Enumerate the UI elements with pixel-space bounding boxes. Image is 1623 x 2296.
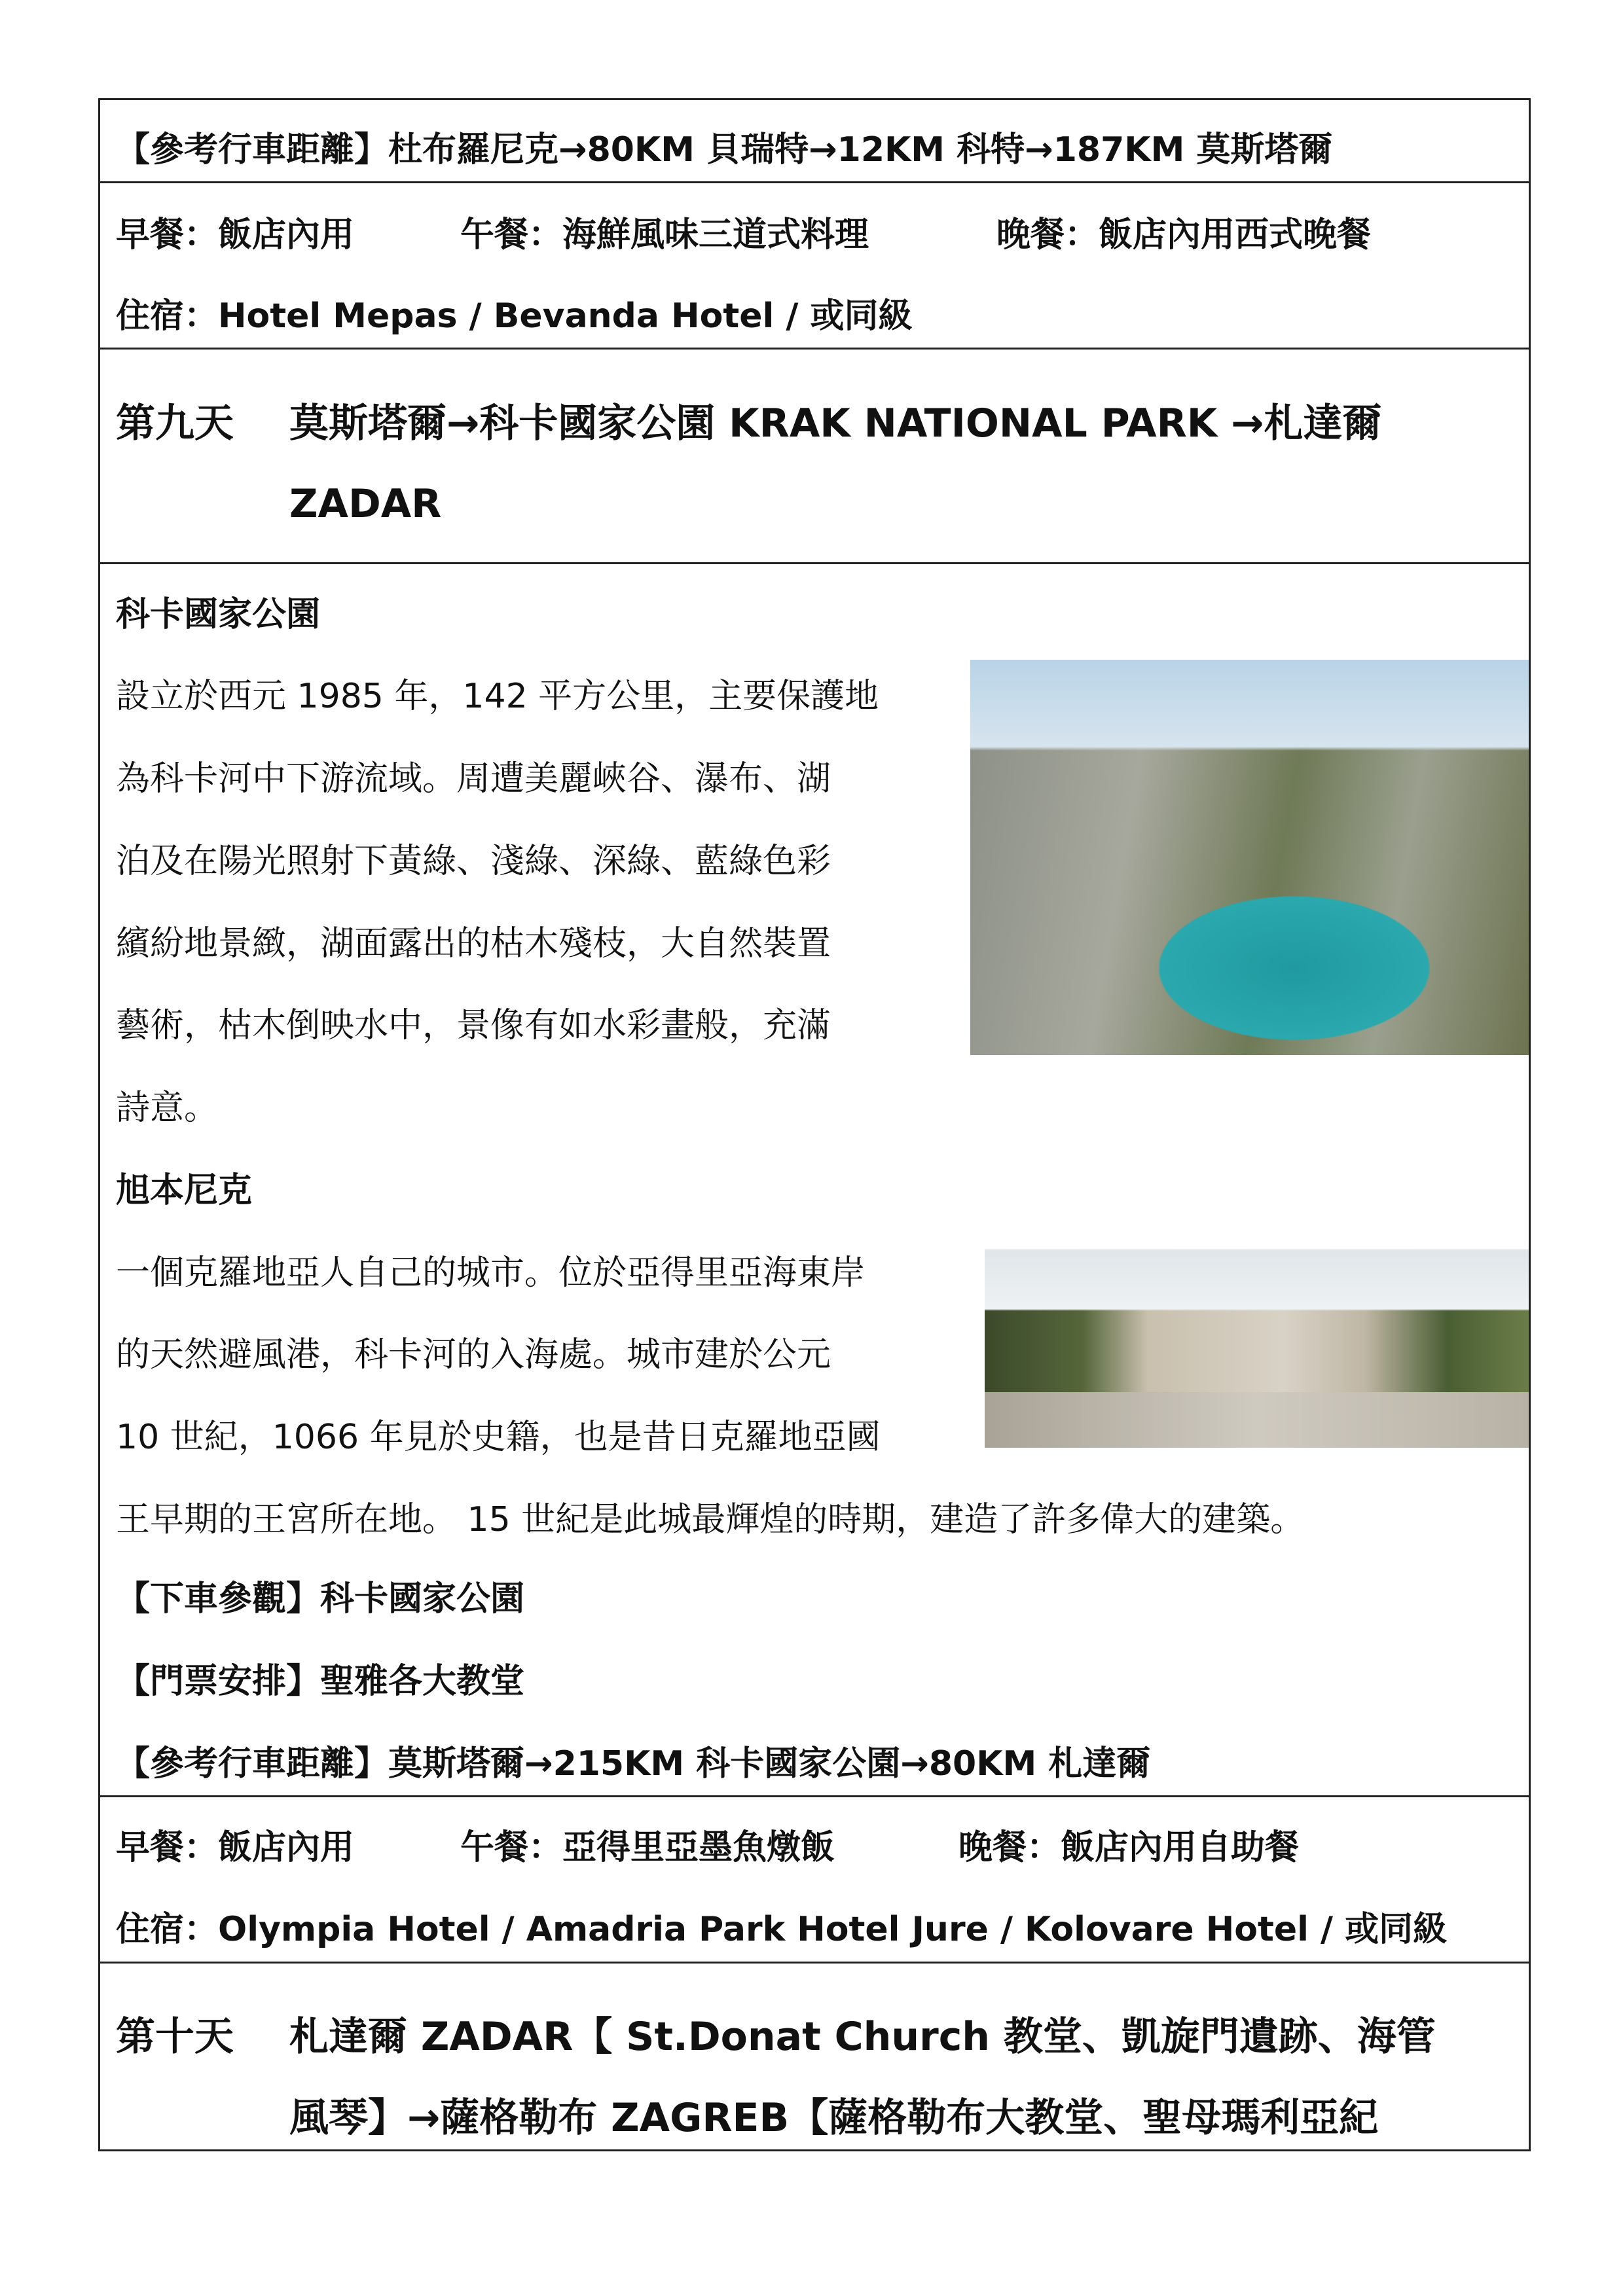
paragraph-line: 一個克羅地亞人自己的城市。位於亞得里亞海東岸 xyxy=(116,1253,866,1293)
row-divider xyxy=(98,1795,1531,1797)
day9-distance: 【參考行車距離】莫斯塔爾→215KM 科卡國家公園→80KM 札達爾 xyxy=(116,1744,1151,1784)
section-title-sibenik: 旭本尼克 xyxy=(116,1171,253,1210)
day9-breakfast: 早餐：飯店內用 xyxy=(116,1828,355,1867)
row-divider xyxy=(98,1962,1531,1964)
sibenik-cathedral-photo xyxy=(985,1249,1529,1448)
day9-lunch: 午餐：亞得里亞墨魚燉飯 xyxy=(460,1828,835,1867)
day8-distance: 【參考行車距離】杜布羅尼克→80KM 貝瑞特→12KM 科特→187KM 莫斯塔爾 xyxy=(116,130,1333,170)
day10-label: 第十天 xyxy=(116,2014,234,2060)
paragraph-line: 泊及在陽光照射下黃綠、淺綠、深綠、藍綠色彩 xyxy=(116,842,831,881)
row-divider xyxy=(98,181,1531,183)
krka-national-park-photo xyxy=(970,660,1529,1055)
day8-breakfast: 早餐：飯店內用 xyxy=(116,215,355,255)
day9-stop: 【下車參觀】科卡國家公園 xyxy=(116,1579,525,1619)
day10-title-cont: 風琴】→薩格勒布 ZAGREB【薩格勒布大教堂、聖母瑪利亞紀 xyxy=(289,2095,1379,2141)
paragraph-line: 為科卡河中下游流域。周遭美麗峽谷、瀑布、湖 xyxy=(116,759,831,798)
row-divider xyxy=(98,348,1531,350)
day9-label: 第九天 xyxy=(116,401,234,446)
day10-title: 札達爾 ZADAR【 St.Donat Church 教堂、凱旋門遺跡、海管 xyxy=(289,2014,1436,2060)
day9-dinner: 晚餐：飯店內用自助餐 xyxy=(958,1828,1300,1867)
paragraph-line: 詩意。 xyxy=(116,1088,219,1128)
day9-tickets: 【門票安排】聖雅各大教堂 xyxy=(116,1662,525,1701)
paragraph-line: 設立於西元 1985 年，142 平方公里，主要保護地 xyxy=(116,677,879,716)
day8-hotel: 住宿：Hotel Mepas / Bevanda Hotel / 或同級 xyxy=(116,296,913,336)
day8-lunch: 午餐：海鮮風味三道式料理 xyxy=(460,215,869,255)
day9-title: 莫斯塔爾→科卡國家公園 KRAK NATIONAL PARK →札達爾 xyxy=(289,401,1382,446)
paragraph-line: 10 世紀，1066 年見於史籍，也是昔日克羅地亞國 xyxy=(116,1418,881,1457)
row-divider xyxy=(98,562,1531,564)
day9-title-cont: ZADAR xyxy=(289,481,442,527)
paragraph-line: 繽紛地景緻，湖面露出的枯木殘枝，大自然裝置 xyxy=(116,924,831,963)
section-title-krka: 科卡國家公園 xyxy=(116,595,321,634)
paragraph-line: 王早期的王宮所在地。 15 世紀是此城最輝煌的時期，建造了許多偉大的建築。 xyxy=(116,1500,1305,1539)
day8-dinner: 晚餐：飯店內用西式晚餐 xyxy=(996,215,1372,255)
paragraph-line: 的天然避風港，科卡河的入海處。城市建於公元 xyxy=(116,1335,831,1374)
paragraph-line: 藝術，枯木倒映水中，景像有如水彩畫般，充滿 xyxy=(116,1006,831,1045)
day9-hotel: 住宿：Olympia Hotel / Amadria Park Hotel Jure / Kolovare Hotel / 或同級 xyxy=(116,1910,1448,1949)
